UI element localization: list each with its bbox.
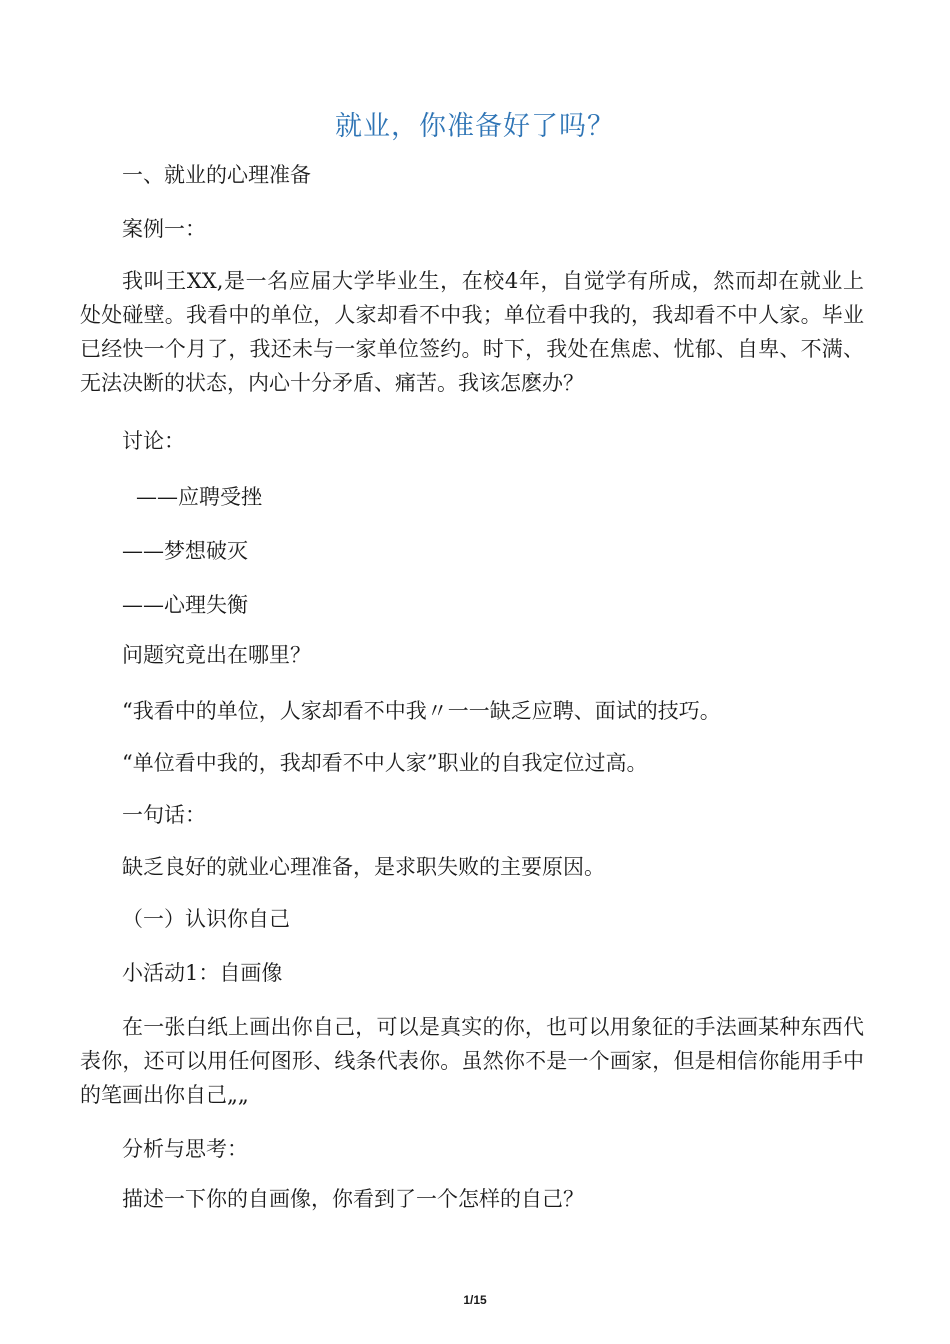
quote-text: “单位看中我的，我却看不中人家”职业的自我定位过高。 xyxy=(122,751,648,775)
subsection-heading: （一）认识你自己 xyxy=(122,907,290,931)
discussion-item: ——梦想破灭 xyxy=(122,539,248,563)
quote-text: “我看中的单位，人家却看不中我〃一一缺乏应聘、面试的技巧。 xyxy=(122,699,721,723)
case-label: 案例一： xyxy=(122,217,206,241)
case-paragraph: 我叫王XX,是一名应届大学毕业生，在校4年，自觉学有所成，然而却在就业上处处碰壁。我看中的单位，人家却看不中我；单位看中我的，我却看不中人家。毕业已经快一个月了，我还未与一家单位签约。时下，我处在焦虑、忧郁、自卑、不满、无法决断的状态，内心十分矛盾、痛苦。我该怎麽办？ xyxy=(80,269,864,395)
section-heading: 一、就业的心理准备 xyxy=(122,163,311,187)
activity-label: 小活动1：自画像 xyxy=(122,961,283,985)
page-number: 1/15 xyxy=(463,1293,487,1307)
question-text: 问题究竟出在哪里？ xyxy=(122,643,311,667)
activity-paragraph: 在一张白纸上画出你自己，可以是真实的你，也可以用象征的手法画某种东西代表你，还可以用任何图形、线条代表你。虽然你不是一个画家，但是相信你能用手中的笔画出你自己„„ xyxy=(80,1015,864,1107)
discussion-item: ——应聘受挫 xyxy=(136,485,262,509)
document-title: 就业，你准备好了吗？ xyxy=(335,111,615,142)
discussion-label: 讨论： xyxy=(122,429,185,453)
summary-label: 一句话： xyxy=(122,803,206,827)
conclusion-text: 缺乏良好的就业心理准备，是求职失败的主要原因。 xyxy=(122,855,605,879)
discussion-item: ——心理失衡 xyxy=(122,593,248,617)
describe-text: 描述一下你的自画像，你看到了一个怎样的自己？ xyxy=(122,1187,584,1211)
analysis-label: 分析与思考： xyxy=(122,1137,248,1161)
